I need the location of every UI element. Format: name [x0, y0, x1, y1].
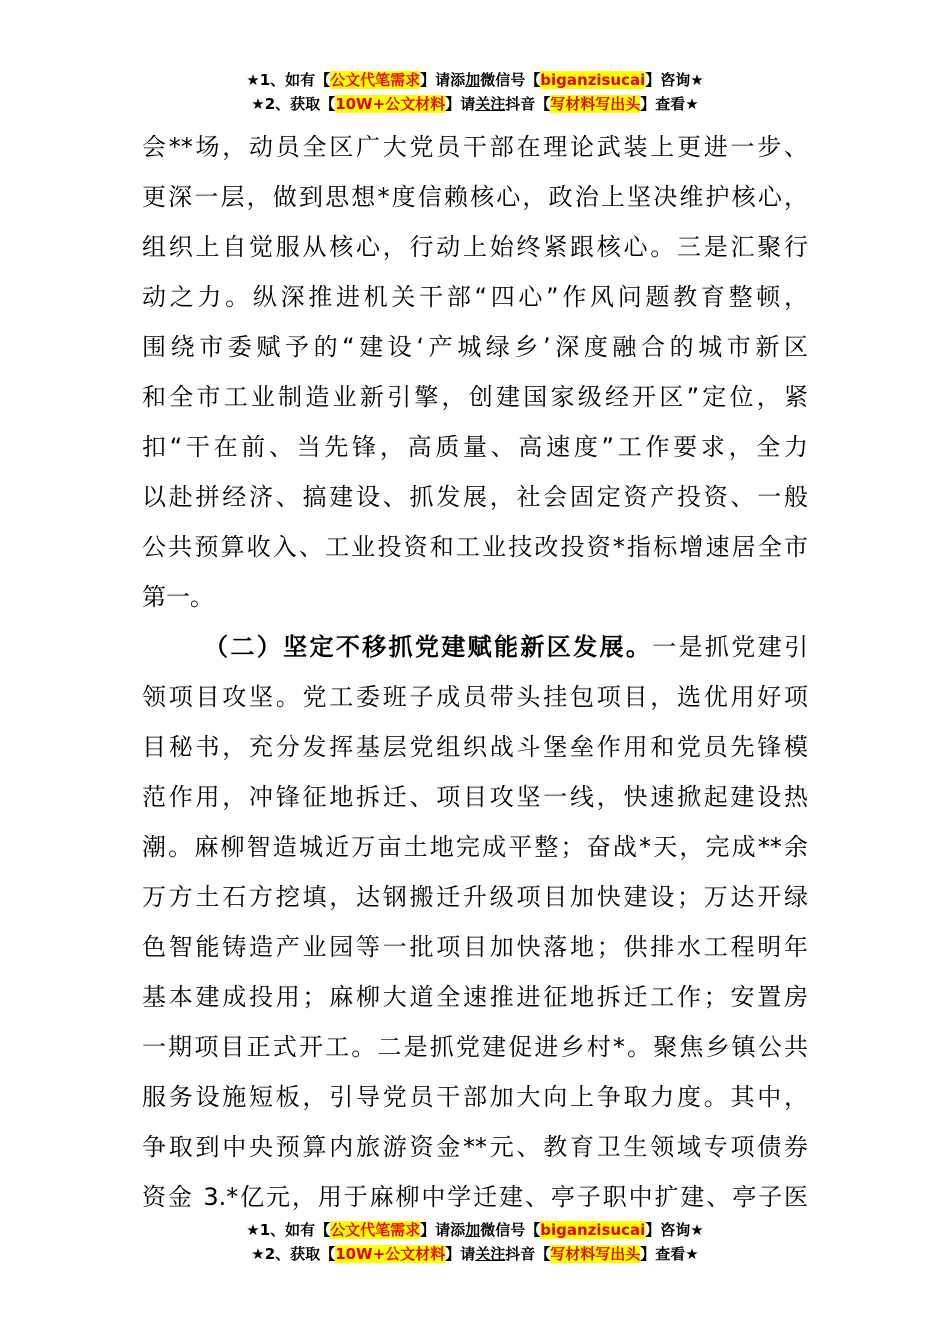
- promo-text: 】请添: [420, 1221, 466, 1239]
- body-line: 扣“干在前、当先锋，高质量、高速度”工作要求，全力: [142, 433, 808, 461]
- promo-line-2: [0, 1242, 950, 1266]
- body-line: 围绕市委赋予的“建设‘产城绿乡’深度融合的城市新区: [142, 333, 808, 361]
- promo-text: 】查看★: [640, 95, 699, 113]
- body-line: 会**场，动员全区广大党员干部在理论武装上更进一步、: [142, 133, 808, 161]
- promo-text: 加: [465, 71, 481, 89]
- promo-banner-bottom: [0, 1218, 950, 1266]
- promo-text: 】请添: [420, 71, 466, 89]
- promo-text: ★1、如有【: [246, 1221, 331, 1239]
- promo-text: ★1、如有【: [246, 71, 331, 89]
- promo-line-1: [0, 68, 950, 92]
- promo-text: 关注: [475, 1245, 506, 1263]
- body-line: 组织上自觉服从核心，行动上始终紧跟核心。三是汇聚行: [142, 233, 808, 261]
- body-line: 争取到中央预算内旅游资金**元、教育卫生领域专项债券: [142, 1133, 808, 1161]
- promo-text: ★2、获取【: [251, 95, 336, 113]
- promo-text: 】咨询★: [645, 71, 704, 89]
- body-line: 目秘书，充分发挥基层党组织战斗堡垒作用和党员先锋模: [142, 733, 808, 761]
- body-line: 领项目攻坚。党工委班子成员带头挂包项目，选优用好项: [142, 683, 808, 711]
- promo-highlight: 公文代笔需求: [330, 71, 421, 89]
- body-line: 第一。: [142, 583, 214, 611]
- promo-text: 抖音【: [505, 1245, 551, 1263]
- douyin-id-highlight: 写材料写出头: [550, 1245, 641, 1263]
- promo-text: 微信号【: [480, 1221, 541, 1239]
- wechat-id-highlight: biganzisucai: [540, 1221, 646, 1239]
- promo-text: ★2、获取【: [251, 1245, 336, 1263]
- body-line: 公共预算收入、工业投资和工业技改投资*指标增速居全市: [142, 533, 808, 561]
- body-line: 万方土石方挖填，达钢搬迁升级项目加快建设；万达开绿: [142, 883, 808, 911]
- promo-banner-top: [0, 68, 950, 116]
- body-line: 更深一层，做到思想*度信赖核心，政治上坚决维护核心，: [142, 183, 808, 211]
- body-line: 基本建成投用；麻柳大道全速推进征地拆迁工作；安置房: [142, 983, 808, 1011]
- body-line: 服务设施短板，引导党员干部加大向上争取力度。其中，: [142, 1083, 808, 1111]
- promo-line-1: [0, 1218, 950, 1242]
- douyin-id-highlight: 写材料写出头: [550, 95, 641, 113]
- promo-text: 】请: [445, 95, 476, 113]
- section-heading-line: [142, 622, 808, 672]
- promo-highlight: 10W+公文材料: [335, 1245, 446, 1263]
- promo-line-2: [0, 92, 950, 116]
- promo-text: 抖音【: [505, 95, 551, 113]
- body-line: 动之力。纵深推进机关干部“四心”作风问题教育整顿，: [142, 283, 808, 311]
- promo-text: 】咨询★: [645, 1221, 704, 1239]
- promo-text: 微信号【: [480, 71, 541, 89]
- promo-text: 关注: [475, 95, 506, 113]
- document-body: [142, 122, 808, 1222]
- section-heading-tail: 一是抓党建引: [652, 633, 808, 661]
- body-line: 潮。麻柳智造城近万亩土地完成平整；奋战*天，完成**余: [142, 833, 808, 861]
- body-line: 资金 3.*亿元，用于麻柳中学迁建、亭子职中扩建、亭子医: [142, 1183, 808, 1211]
- body-line: 以赴拼经济、搞建设、抓发展，社会固定资产投资、一般: [142, 483, 808, 511]
- body-line: 范作用，冲锋征地拆迁、项目攻坚一线，快速掀起建设热: [142, 783, 808, 811]
- promo-highlight: 10W+公文材料: [335, 95, 446, 113]
- promo-text: 加: [465, 1221, 481, 1239]
- body-line: 色智能铸造产业园等一批项目加快落地；供排水工程明年: [142, 933, 808, 961]
- wechat-id-highlight: biganzisucai: [540, 71, 646, 89]
- body-line: 一期项目正式开工。二是抓党建促进乡村*。聚焦乡镇公共: [142, 1033, 808, 1061]
- body-line: 和全市工业制造业新引擎，创建国家级经开区”定位，紧: [142, 383, 808, 411]
- promo-text: 】请: [445, 1245, 476, 1263]
- promo-text: 】查看★: [640, 1245, 699, 1263]
- section-heading: （二）坚定不移抓党建赋能新区发展。: [204, 633, 653, 661]
- promo-highlight: 公文代笔需求: [330, 1221, 421, 1239]
